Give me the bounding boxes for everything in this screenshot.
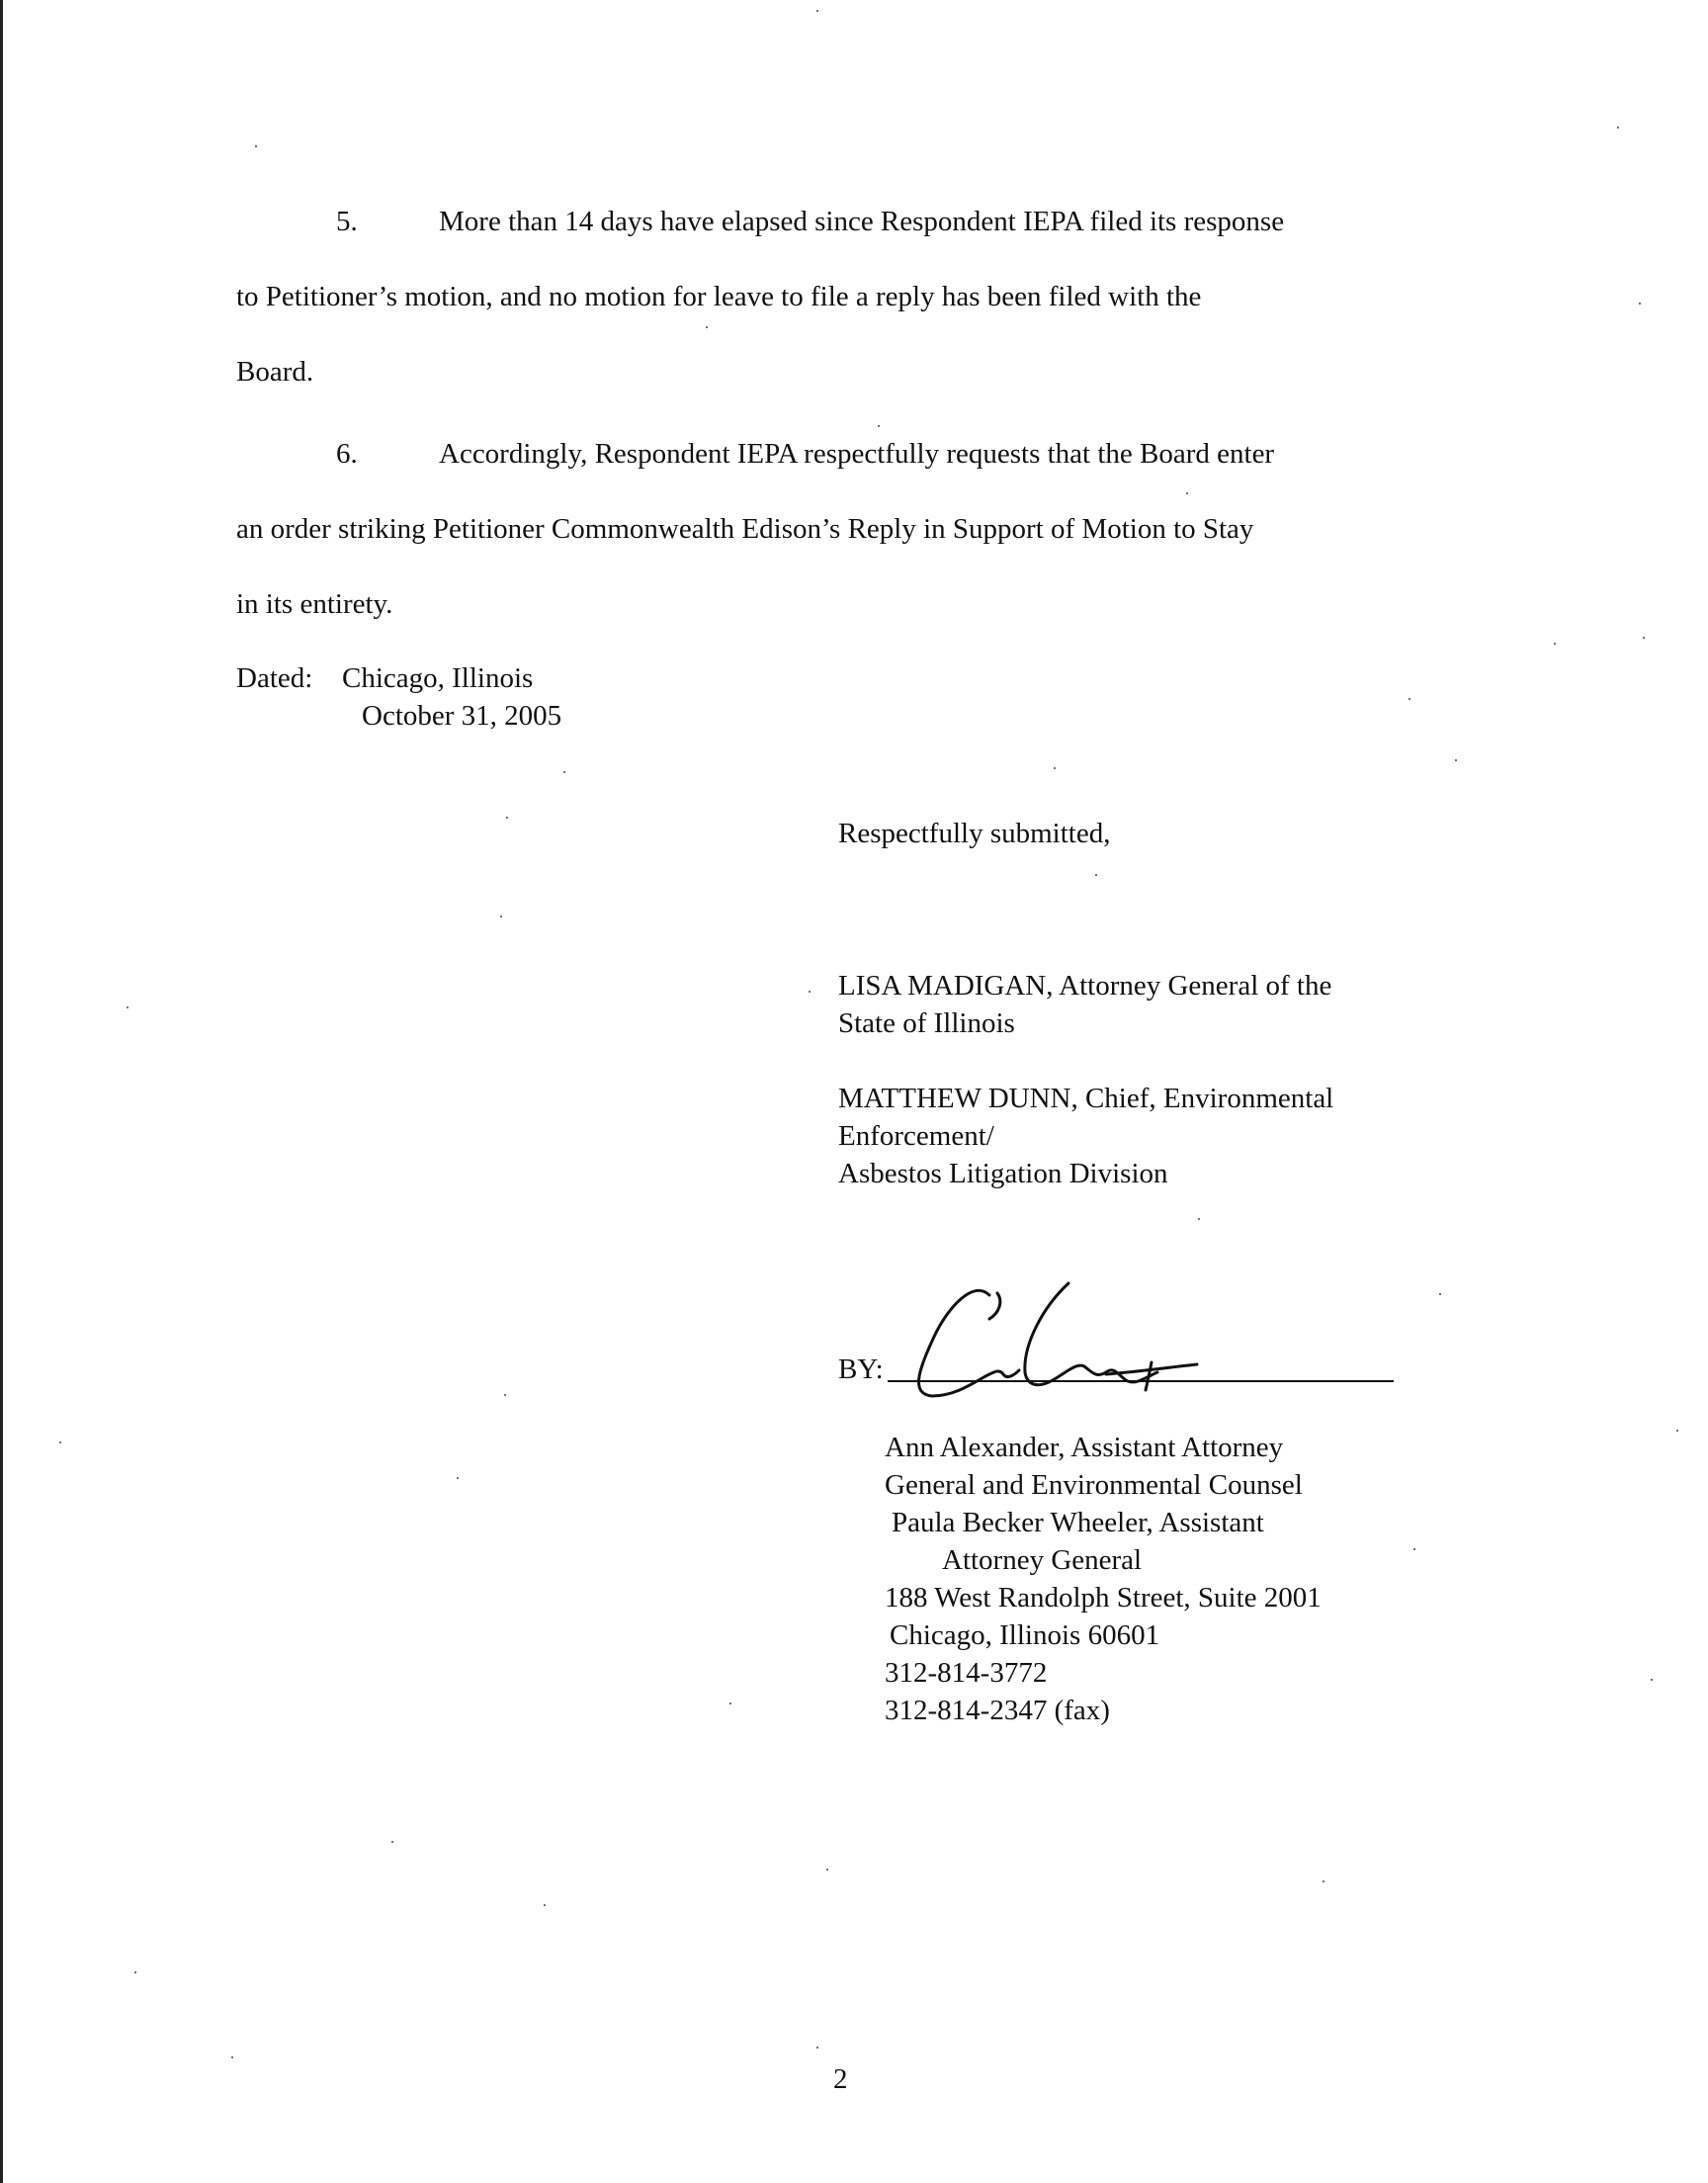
signer-address-street: 188 West Randolph Street, Suite 2001: [885, 1582, 1322, 1614]
paragraph-5-number: 5.: [336, 206, 358, 237]
paragraph-5-line-3: Board.: [236, 356, 314, 388]
attorney-general-line-1: LISA MADIGAN, Attorney General of the: [838, 970, 1332, 1002]
signer-fax: 312-814-2347 (fax): [885, 1695, 1110, 1726]
scan-speck: [878, 425, 880, 427]
scan-speck: [1643, 637, 1645, 639]
paragraph-6-number: 6.: [336, 438, 358, 470]
paragraph-6-line-2: an order striking Petitioner Commonwealth Edison’s Reply in Support of Motion to Stay: [236, 513, 1254, 545]
paragraph-6-line-3: in its entirety.: [236, 588, 393, 620]
scan-speck: [1455, 759, 1457, 761]
scan-speck: [816, 2047, 818, 2049]
dated-date: October 31, 2005: [362, 700, 562, 732]
scan-speck: [1676, 1430, 1678, 1432]
scan-speck: [391, 1841, 393, 1843]
paragraph-5-line-2: to Petitioner’s motion, and no motion for leave to file a reply has been filed with the: [236, 281, 1202, 312]
signer-line-1: Ann Alexander, Assistant Attorney: [885, 1432, 1284, 1463]
paragraph-5-line-1: More than 14 days have elapsed since Respondent IEPA filed its response: [439, 206, 1285, 237]
scan-speck: [255, 145, 257, 147]
scan-speck: [1095, 874, 1097, 876]
scan-speck: [1054, 767, 1056, 769]
handwritten-signature: [883, 1277, 1219, 1401]
scan-speck: [1439, 1293, 1441, 1295]
scan-speck: [500, 916, 502, 917]
dated-label: Dated:: [236, 662, 313, 694]
paragraph-6-line-1: Accordingly, Respondent IEPA respectfully requests that the Board enter: [439, 438, 1275, 470]
signer-line-4: Attorney General: [942, 1544, 1143, 1576]
scan-speck: [457, 1477, 459, 1479]
scan-speck: [1323, 1880, 1324, 1882]
respectfully-submitted: Respectfully submitted,: [838, 818, 1111, 849]
scan-speck: [1413, 1548, 1415, 1550]
page-number: 2: [833, 2063, 848, 2095]
attorney-general-line-2: State of Illinois: [838, 1007, 1015, 1039]
scan-speck: [1639, 303, 1641, 305]
scan-speck: [1651, 1679, 1653, 1681]
scan-speck: [127, 1006, 128, 1008]
chief-line-3: Asbestos Litigation Division: [838, 1158, 1168, 1189]
chief-line-1: MATTHEW DUNN, Chief, Environmental: [838, 1083, 1334, 1114]
scan-speck: [504, 1394, 506, 1396]
signer-phone: 312-814-3772: [885, 1657, 1048, 1689]
scan-speck: [1186, 492, 1188, 494]
signer-address-city: Chicago, Illinois 60601: [890, 1619, 1160, 1651]
scan-speck: [826, 1869, 828, 1871]
by-label: BY:: [838, 1353, 884, 1385]
dated-place: Chicago, Illinois: [342, 662, 534, 694]
scan-speck: [563, 771, 565, 773]
scan-speck: [59, 1441, 61, 1443]
scan-speck: [1617, 127, 1619, 129]
scan-speck: [134, 1971, 136, 1973]
scan-speck: [544, 1904, 546, 1906]
scan-left-edge: [0, 0, 3, 2183]
scan-speck: [706, 326, 708, 328]
scan-speck: [231, 2056, 233, 2058]
scan-speck: [809, 991, 811, 993]
scan-speck: [729, 1703, 731, 1704]
scan-speck: [1554, 643, 1556, 645]
scan-speck: [816, 10, 818, 12]
signer-line-3: Paula Becker Wheeler, Assistant: [892, 1507, 1264, 1538]
scan-speck: [506, 817, 508, 819]
signer-line-2: General and Environmental Counsel: [885, 1469, 1303, 1501]
scan-speck: [1409, 698, 1410, 700]
scan-speck: [1198, 1218, 1200, 1220]
chief-line-2: Enforcement/: [838, 1120, 994, 1152]
